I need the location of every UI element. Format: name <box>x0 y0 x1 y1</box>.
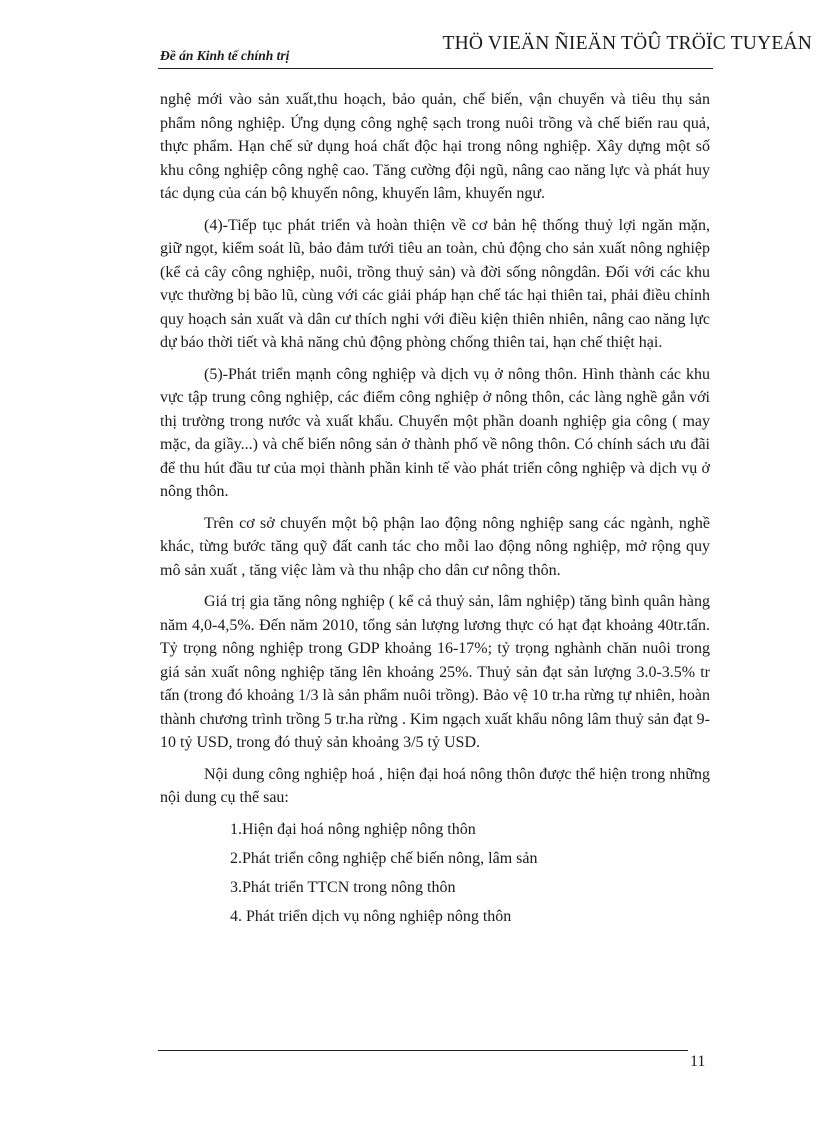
paragraph-continued: nghệ mới vào sản xuất,thu hoạch, bảo quản, chế biến, vận chuyển và tiêu thụ sản phẩm nông nghiệp. Ứng dụng công nghệ sạch trong nuôi trồng và chế biến rau quả, thực phẩm. Hạn chế sử dụng hoá chất độc hại trong nông nghiệp. Xây dựng một số khu công nghiệp công nghệ cao. Tăng cường đội ngũ, nâng cao năng lực và phát huy tác dụng của cán bộ khuyến nông, khuyến lâm, khuyến ngư. <box>160 91 710 202</box>
list-item: 2.Phát triển công nghiệp chế biến nông, lâm sản <box>230 849 538 867</box>
paragraph-item-4: (4)-Tiếp tục phát triển và hoàn thiện về cơ bản hệ thống thuỷ lợi ngăn mặn, giữ ngọt, kiểm soát lũ, bảo đảm tưới tiêu an toàn, chủ động cho sản xuất nông nghiệp (kể cả cây công nghiệp, nuôi, trồng thuỷ sản) và đời sống nôngdân. Đối với các khu vực thường bị bão lũ, cùng với các giải pháp hạn chế tác hại thiên tai, phải điều chỉnh quy hoạch sản xuất và dân cư thích nghi với điều kiện thiên nhiên, nâng cao năng lực dự báo thời tiết và khả năng chủ động phòng chống thiên tai, hạn chế thiệt hại. <box>160 216 710 351</box>
list-item: 3.Phát triển TTCN trong nông thôn <box>230 878 456 896</box>
list-item: 1.Hiện đại hoá nông nghiệp nông thôn <box>230 820 476 838</box>
footer-divider <box>158 1050 688 1051</box>
page-number: 11 <box>690 1053 706 1070</box>
paragraph-targets: Giá trị gia tăng nông nghiệp ( kể cả thuỷ sản, lâm nghiệp) tăng bình quân hàng năm 4,0-4,5%. Đến năm 2010, tổng sản lượng lương thực có hạt đạt khoảng 40tr.tấn. Tỷ trọng nông nghiệp trong GDP khoảng 16-17%; tỷ trọng nghành chăn nuôi trong giá sản xuất nông nghiệp tăng lên khoảng 25%. Thuỷ sản đạt sản lượng 3.0-3.5% tr tấn (trong đó khoảng 1/3 là sản phẩm nuôi trồng). Bảo vệ 10 tr.ha rừng tự nhiên, hoàn thành chương trình trồng 5 tr.ha rừng . Kim ngạch xuất khẩu nông lâm thuỷ sản đạt 9-10 tỷ USD, trong đó thuỷ sản khoảng 3/5 tỷ USD. <box>160 593 710 751</box>
paragraph-item-5: (5)-Phát triển mạnh công nghiệp và dịch vụ ở nông thôn. Hình thành các khu vực tập trung công nghiệp, các điểm công nghiệp ở nông thôn, các làng nghề gắn với thị trường trong nước và xuất khẩu. Chuyển một phần doanh nghiệp gia công ( may mặc, da giầy...) và chế biến nông sản ở thành phố về nông thôn. Có chính sách ưu đãi để thu hút đầu tư của mọi thành phần kinh tế vào phát triển công nghiệp và dịch vụ ở nông thôn. <box>160 365 710 500</box>
header-library-title: THÖ VIEÄN ÑIEÄN TÖÛ TRÖÏC TUYEÁN <box>442 33 812 54</box>
contents-list <box>160 818 710 929</box>
document-body <box>160 88 710 934</box>
paragraph-contents-intro: Nội dung công nghiệp hoá , hiện đại hoá nông thôn được thể hiện trong những nội dung cụ thể sau: <box>160 765 710 806</box>
paragraph-labor: Trên cơ sở chuyển một bộ phận lao động nông nghiệp sang các ngành, nghề khác, từng bước tăng quỹ đất canh tác cho mỗi lao động nông nghiệp, mở rộng quy mô sản xuất , tăng việc làm và thu nhập cho dân cư nông thôn. <box>160 514 710 579</box>
header-document-title: Đề án Kinh tế chính trị <box>160 48 290 63</box>
list-item: 4. Phát triển dịch vụ nông nghiệp nông thôn <box>230 907 512 925</box>
header-divider <box>158 68 713 69</box>
